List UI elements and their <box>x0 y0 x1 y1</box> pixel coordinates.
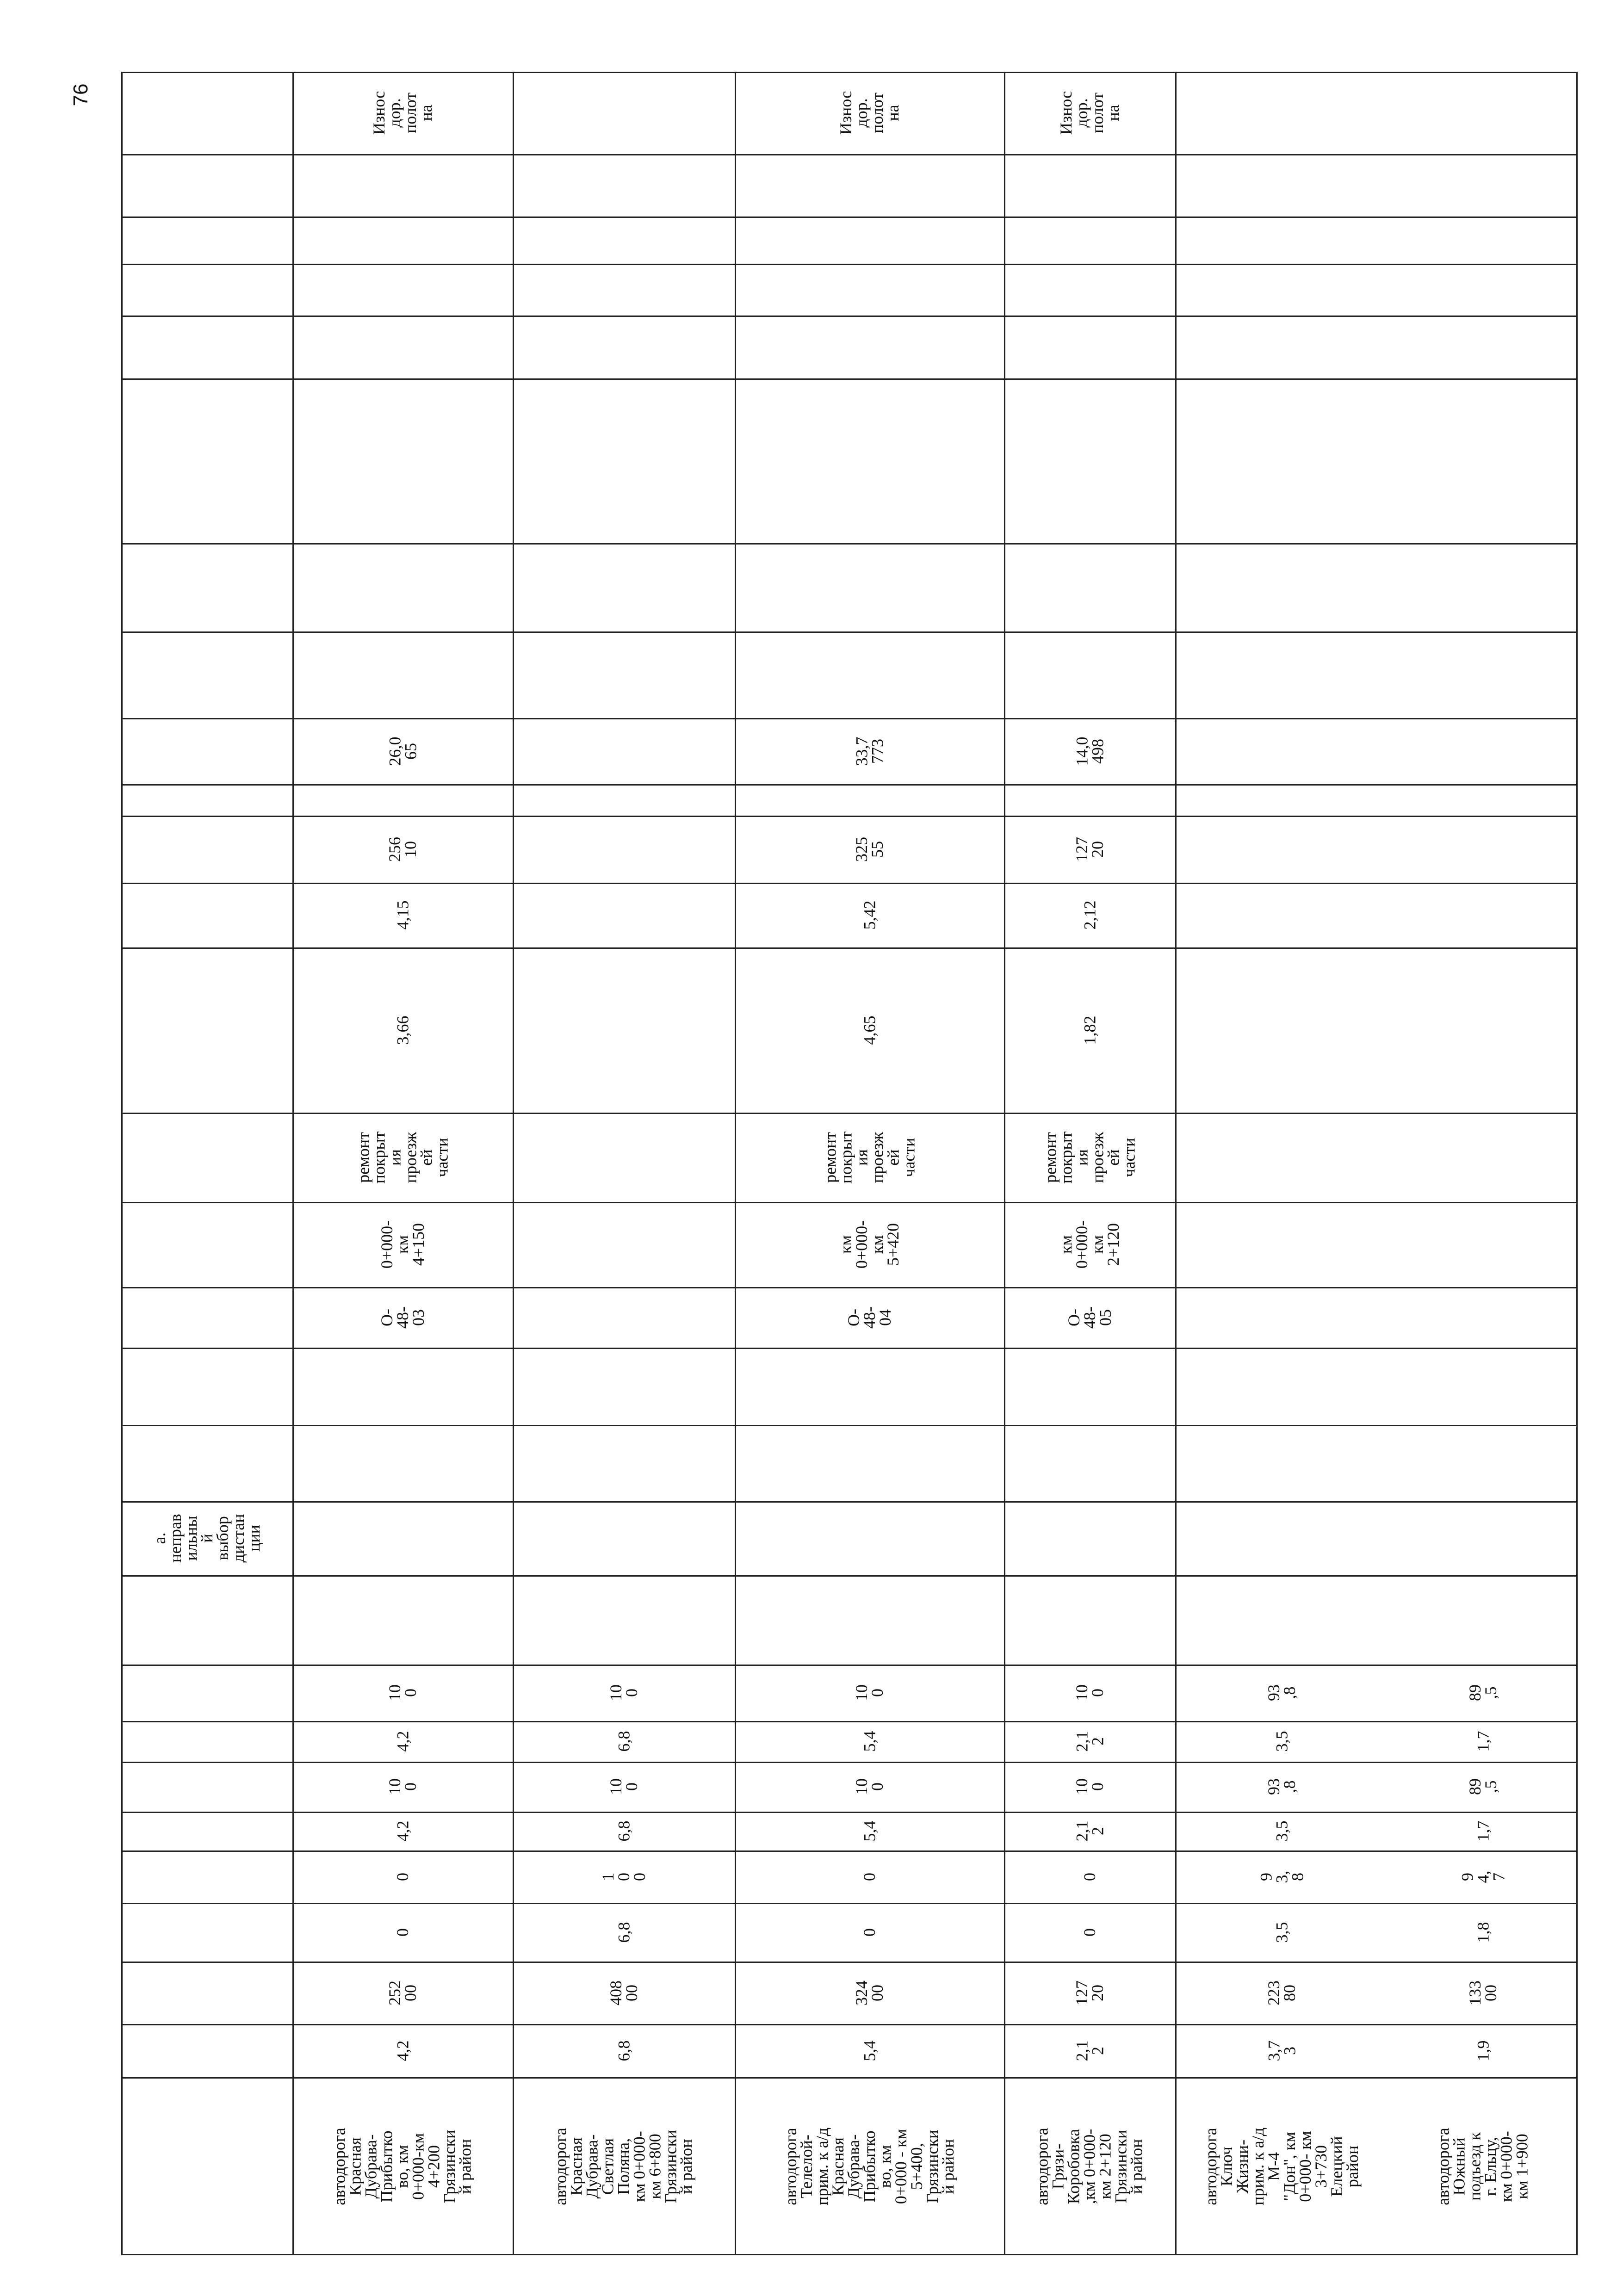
row-6-length <box>1388 2024 1578 2077</box>
row-5-c3 <box>1175 1903 1388 1962</box>
row-5-c4-text: 9 3, 8 <box>1257 1870 1307 1883</box>
row-4-c4-text: 0 <box>1080 1872 1099 1881</box>
row-4-work-text: ремонт покрыт ия проезж ей части <box>1041 1131 1138 1183</box>
table-rule-horizontal <box>121 378 1578 380</box>
row-2-c8 <box>513 1665 735 1721</box>
row-3-c6 <box>735 1762 1004 1812</box>
row-6-c5-text: 1,7 <box>1474 1820 1492 1842</box>
row-6-c4 <box>1388 1850 1578 1903</box>
row-1-work-text: ремонт покрыт ия проезж ей части <box>354 1131 451 1183</box>
row-5-c7 <box>1175 1721 1388 1762</box>
row-5-c3-text: 3,5 <box>1272 1922 1291 1943</box>
row-2-c8-text: 10 0 <box>607 1684 641 1701</box>
row-5-area-text: 223 80 <box>1264 1980 1299 2005</box>
row-4-code <box>1004 1287 1175 1348</box>
row-1-c6 <box>292 1762 513 1812</box>
table-rule-horizontal <box>121 264 1578 265</box>
row-3-c5-text: 5,4 <box>860 1820 879 1842</box>
row-3-c3 <box>735 1903 1004 1962</box>
row-3-v3-text: 325 55 <box>852 836 886 862</box>
row-2-c7 <box>513 1721 735 1762</box>
row-6-c7 <box>1388 1721 1578 1762</box>
row-4-remark-text: Износ дор. полот на <box>1056 91 1122 135</box>
header-note-cell <box>121 1501 292 1575</box>
row-1-c5 <box>292 1812 513 1850</box>
row-2-name-text: автодорога Красная Дубрава- Светлая Поляна, км 0+000- км 6+800 Грязински й район <box>551 2127 696 2205</box>
row-6-c3-text: 1,8 <box>1474 1922 1492 1943</box>
row-4-v2 <box>1004 883 1175 947</box>
row-4-c8 <box>1004 1665 1175 1721</box>
row-4-name-text: автодорога Грязи- Коробовка ,км 0+000- км 2+120 Грязински й район <box>1033 2127 1146 2205</box>
row-3-work-text: ремонт покрыт ия проезж ей части <box>821 1131 918 1183</box>
table-rule-horizontal <box>121 1575 1578 1577</box>
row-5-c5 <box>1175 1812 1388 1850</box>
row-4-v1-text: 1,82 <box>1080 1015 1099 1045</box>
row-5-c4 <box>1175 1850 1388 1903</box>
row-3-c3-text: 0 <box>860 1928 879 1937</box>
table-rule-horizontal <box>121 784 1578 786</box>
row-2-c7-text: 6,8 <box>614 1731 633 1752</box>
row-4-c3-text: 0 <box>1080 1928 1099 1937</box>
row-3-v1 <box>735 947 1004 1113</box>
row-3-section <box>735 1202 1004 1287</box>
row-1-length <box>292 2024 513 2077</box>
row-6-c3 <box>1388 1903 1578 1962</box>
row-4-section <box>1004 1202 1175 1287</box>
row-1-v3 <box>292 816 513 883</box>
table-rule-horizontal <box>121 154 1578 155</box>
row-1-remark <box>292 72 513 154</box>
row-2-area-text: 408 00 <box>607 1980 641 2005</box>
table-rule-horizontal <box>121 543 1578 545</box>
row-4-remark <box>1004 72 1175 154</box>
row-1-code <box>292 1287 513 1348</box>
row-1-c3-text: 0 <box>393 1928 412 1937</box>
row-3-c5 <box>735 1812 1004 1850</box>
row-2-name <box>513 2077 735 2255</box>
row-1-v2 <box>292 883 513 947</box>
page-number: 76 <box>69 83 92 106</box>
row-3-work <box>735 1113 1004 1202</box>
row-6-c6 <box>1388 1762 1578 1812</box>
row-3-c8-text: 10 0 <box>852 1684 886 1701</box>
table-rule-horizontal <box>121 1425 1578 1426</box>
row-1-c4 <box>292 1850 513 1903</box>
row-1-c5-text: 4,2 <box>393 1820 412 1842</box>
row-1-section <box>292 1202 513 1287</box>
row-3-section-text: км 0+000- км 5+420 <box>836 1220 902 1269</box>
row-3-remark-text: Износ дор. полот на <box>836 91 902 135</box>
row-5-c8 <box>1175 1665 1388 1721</box>
row-5-name <box>1175 2077 1388 2255</box>
row-5-c7-text: 3,5 <box>1272 1731 1291 1752</box>
row-6-area <box>1388 1962 1578 2024</box>
row-1-section-text: 0+000- км 4+150 <box>377 1220 427 1269</box>
row-4-v4-text: 14,0 498 <box>1072 736 1107 766</box>
row-4-c6 <box>1004 1762 1175 1812</box>
header-note-cell-text: а. неправ ильны й выбор дистан ции <box>150 1514 263 1563</box>
row-5-name-text: автодорога Ключ Жизни- прим. к а/д М-4 "Дон", км 0+000- км 3+730 Елецкий район <box>1201 2127 1362 2205</box>
row-5-c5-text: 3,5 <box>1272 1820 1291 1842</box>
table-rule-horizontal <box>121 316 1578 317</box>
row-2-c5 <box>513 1812 735 1850</box>
row-3-v4-text: 33,7 773 <box>852 736 886 766</box>
row-3-length <box>735 2024 1004 2077</box>
row-4-c6-text: 10 0 <box>1072 1778 1107 1795</box>
row-4-area-text: 127 20 <box>1072 1980 1107 2005</box>
row-2-c3 <box>513 1903 735 1962</box>
row-3-length-text: 5,4 <box>860 2040 879 2061</box>
row-1-v4-text: 26,0 65 <box>385 736 420 766</box>
row-4-length-text: 2,1 2 <box>1072 2040 1107 2061</box>
row-3-v4 <box>735 718 1004 784</box>
row-2-c3-text: 6,8 <box>614 1922 633 1943</box>
row-2-c5-text: 6,8 <box>614 1820 633 1842</box>
row-4-c3 <box>1004 1903 1175 1962</box>
row-4-c5 <box>1004 1812 1175 1850</box>
row-3-c7 <box>735 1721 1004 1762</box>
table-rule-horizontal <box>121 1348 1578 1349</box>
row-4-length <box>1004 2024 1175 2077</box>
row-1-v2-text: 4,15 <box>393 900 412 930</box>
row-3-v3 <box>735 816 1004 883</box>
row-6-area-text: 133 00 <box>1466 1980 1500 2005</box>
row-6-c5 <box>1388 1812 1578 1850</box>
row-3-name-text: автодорога Телелой- прим. к а/д Красная Дубрава- Прибытко во, км 0+000 - км 5+400, Грязински й район <box>781 2127 957 2205</box>
row-4-v4 <box>1004 718 1175 784</box>
row-3-name <box>735 2077 1004 2255</box>
row-1-code-text: О- 48- 03 <box>378 1306 427 1329</box>
row-3-c8 <box>735 1665 1004 1721</box>
row-1-v1-text: 3,66 <box>393 1015 412 1045</box>
row-1-remark-text: Износ дор. полот на <box>369 91 435 135</box>
row-4-area <box>1004 1962 1175 2024</box>
row-4-v3 <box>1004 816 1175 883</box>
table-rule-horizontal <box>121 1501 1578 1503</box>
row-3-v2 <box>735 883 1004 947</box>
row-4-section-text: км 0+000- км 2+120 <box>1056 1220 1122 1269</box>
row-1-c3 <box>292 1903 513 1962</box>
row-2-c4 <box>513 1850 735 1903</box>
row-5-c8-text: 93 ,8 <box>1264 1684 1299 1701</box>
row-2-c4-text: 1 0 0 <box>599 1872 649 1881</box>
row-4-code-text: О- 48- 05 <box>1065 1306 1115 1329</box>
table-rule-vertical <box>121 72 123 2255</box>
row-5-length <box>1175 2024 1388 2077</box>
row-1-c8 <box>292 1665 513 1721</box>
row-1-c6-text: 10 0 <box>385 1778 420 1795</box>
row-1-v4 <box>292 718 513 784</box>
row-4-v3-text: 127 20 <box>1072 836 1107 862</box>
row-3-c6-text: 10 0 <box>852 1778 886 1795</box>
row-6-c7-text: 1,7 <box>1474 1731 1492 1752</box>
row-6-name-text: автодорога Южный подъезд к г. Ельцу, км 0+000- км 1+900 <box>1434 2127 1531 2205</box>
row-1-c4-text: 0 <box>393 1872 412 1881</box>
row-4-c7-text: 2,1 2 <box>1072 1731 1107 1752</box>
row-1-c7 <box>292 1721 513 1762</box>
row-3-area-text: 324 00 <box>852 1980 886 2005</box>
table-rule-horizontal <box>121 631 1578 633</box>
row-2-c6-text: 10 0 <box>607 1778 641 1795</box>
row-5-c6-text: 93 ,8 <box>1264 1778 1299 1795</box>
row-5-area <box>1175 1962 1388 2024</box>
row-1-v3-text: 256 10 <box>385 836 420 862</box>
row-6-c8-text: 89 ,5 <box>1466 1684 1500 1701</box>
row-2-area <box>513 1962 735 2024</box>
row-6-length-text: 1,9 <box>1474 2040 1492 2061</box>
row-1-v1 <box>292 947 513 1113</box>
row-1-work <box>292 1113 513 1202</box>
row-3-v2-text: 5,42 <box>860 900 879 930</box>
rotated-table <box>121 72 1578 2255</box>
row-1-c7-text: 4,2 <box>393 1731 412 1752</box>
row-4-c7 <box>1004 1721 1175 1762</box>
row-1-name-text: автодорога Красная Дубрава- Прибытко во, км 0+000-км 4+200 Грязински й район <box>330 2127 475 2205</box>
row-1-length-text: 4,2 <box>393 2040 412 2061</box>
row-3-c7-text: 5,4 <box>860 1731 879 1752</box>
row-6-c4-text: 9 4, 7 <box>1458 1870 1508 1883</box>
row-5-c6 <box>1175 1762 1388 1812</box>
row-2-length <box>513 2024 735 2077</box>
row-3-c4-text: 0 <box>860 1872 879 1881</box>
row-4-c4 <box>1004 1850 1175 1903</box>
row-5-length-text: 3,7 3 <box>1264 2040 1299 2061</box>
row-2-length-text: 6,8 <box>614 2040 633 2061</box>
row-4-c8-text: 10 0 <box>1072 1684 1107 1701</box>
row-3-v1-text: 4,65 <box>860 1015 879 1045</box>
row-3-code-text: О- 48- 04 <box>844 1306 894 1329</box>
row-6-name <box>1388 2077 1578 2255</box>
table-rule-horizontal <box>121 217 1578 218</box>
row-3-area <box>735 1962 1004 2024</box>
row-4-c5-text: 2,1 2 <box>1072 1820 1107 1842</box>
row-6-c6-text: 89 ,5 <box>1466 1778 1500 1795</box>
row-3-code <box>735 1287 1004 1348</box>
row-4-v2-text: 2,12 <box>1080 900 1099 930</box>
row-1-c8-text: 10 0 <box>385 1684 420 1701</box>
row-4-work <box>1004 1113 1175 1202</box>
row-1-area-text: 252 00 <box>385 1980 420 2005</box>
row-2-c6 <box>513 1762 735 1812</box>
row-3-c4 <box>735 1850 1004 1903</box>
row-3-remark <box>735 72 1004 154</box>
row-4-v1 <box>1004 947 1175 1113</box>
row-6-c8 <box>1388 1665 1578 1721</box>
row-1-area <box>292 1962 513 2024</box>
row-1-name <box>292 2077 513 2255</box>
row-4-name <box>1004 2077 1175 2255</box>
